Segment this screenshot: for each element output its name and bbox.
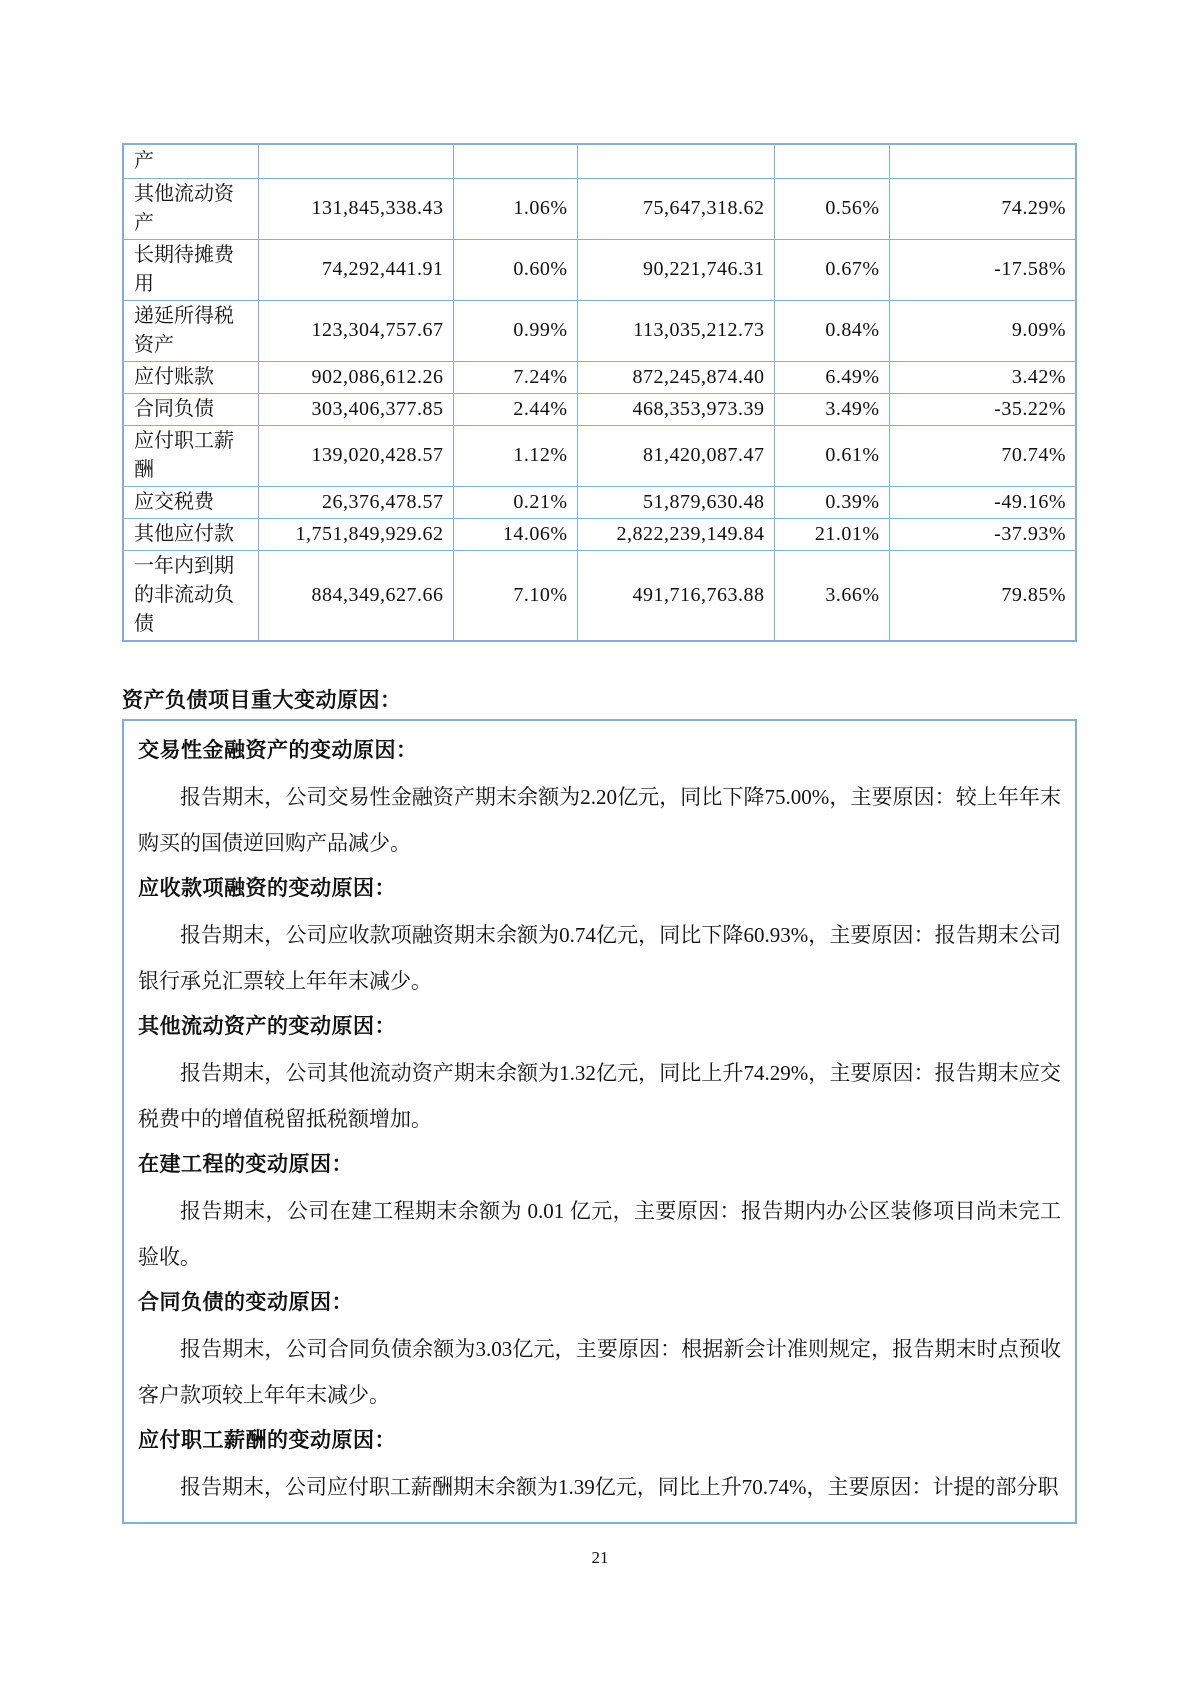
- table-cell-change: [889, 144, 1076, 178]
- table-row: [123, 178, 1076, 239]
- table-cell-amount_current: 74,292,441.91: [258, 239, 453, 300]
- reason-body: 报告期末，公司应收款项融资期末余额为0.74亿元，同比下降60.93%，主要原因：报告期末公司银行承兑汇票较上年年末减少。: [138, 923, 1061, 993]
- table-row: [123, 144, 1076, 178]
- table-cell-item: 合同负债: [123, 393, 258, 425]
- table-cell-amount_prior: 872,245,874.40: [577, 361, 774, 393]
- table-row: [123, 300, 1076, 361]
- table-cell-item: 产: [123, 144, 258, 178]
- table-cell-amount_prior: 81,420,087.47: [577, 425, 774, 486]
- reason-body: 报告期末，公司其他流动资产期末余额为1.32亿元，同比上升74.29%，主要原因：报告期末应交税费中的增值税留抵税额增加。: [138, 1061, 1061, 1131]
- section-heading-major-changes: 资产负债项目重大变动原因：: [122, 689, 402, 712]
- table-cell-pct_current: 0.60%: [453, 239, 577, 300]
- table-cell-amount_current: 884,349,627.66: [258, 550, 453, 641]
- table-cell-item: 应付账款: [123, 361, 258, 393]
- table-row: [123, 239, 1076, 300]
- table-row: [123, 486, 1076, 518]
- table-cell-change: 70.74%: [889, 425, 1076, 486]
- table-cell-amount_current: 1,751,849,929.62: [258, 518, 453, 550]
- table-cell-item: 一年内到期的非流动负债: [123, 550, 258, 641]
- table-cell-pct_prior: 3.66%: [774, 550, 889, 641]
- table-cell-amount_prior: 90,221,746.31: [577, 239, 774, 300]
- table-cell-amount_current: 139,020,428.57: [258, 425, 453, 486]
- reason-body: 报告期末，公司交易性金融资产期末余额为2.20亿元，同比下降75.00%，主要原因：较上年年末购买的国债逆回购产品减少。: [138, 785, 1061, 855]
- table-cell-item: 其他应付款: [123, 518, 258, 550]
- table-cell-amount_prior: [577, 144, 774, 178]
- reason-title: 应付职工薪酬的变动原因：: [138, 1429, 396, 1452]
- table-row: [123, 425, 1076, 486]
- balance-table-body: [123, 144, 1076, 641]
- page-number: 21: [591, 1548, 609, 1567]
- table-cell-change: 3.42%: [889, 361, 1076, 393]
- table-cell-item: 递延所得税资产: [123, 300, 258, 361]
- reason-title: 交易性金融资产的变动原因：: [138, 739, 418, 762]
- table-cell-amount_prior: 113,035,212.73: [577, 300, 774, 361]
- reason-body: 报告期末，公司合同负债余额为3.03亿元，主要原因：根据新会计准则规定，报告期末时点预收客户款项较上年年末减少。: [138, 1337, 1061, 1407]
- table-cell-pct_current: 1.12%: [453, 425, 577, 486]
- table-cell-pct_prior: [774, 144, 889, 178]
- balance-sheet-items-table: [122, 143, 1077, 642]
- table-cell-pct_current: 0.99%: [453, 300, 577, 361]
- table-cell-amount_current: 123,304,757.67: [258, 300, 453, 361]
- table-cell-change: -37.93%: [889, 518, 1076, 550]
- table-cell-amount_current: 902,086,612.26: [258, 361, 453, 393]
- table-cell-item: 应交税费: [123, 486, 258, 518]
- table-cell-pct_current: [453, 144, 577, 178]
- table-cell-change: 79.85%: [889, 550, 1076, 641]
- table-cell-change: -49.16%: [889, 486, 1076, 518]
- table-cell-pct_prior: 6.49%: [774, 361, 889, 393]
- table-cell-amount_prior: 2,822,239,149.84: [577, 518, 774, 550]
- table-cell-change: -17.58%: [889, 239, 1076, 300]
- table-cell-amount_current: 303,406,377.85: [258, 393, 453, 425]
- table-cell-amount_current: 131,845,338.43: [258, 178, 453, 239]
- table-cell-pct_prior: 0.61%: [774, 425, 889, 486]
- table-cell-amount_prior: 51,879,630.48: [577, 486, 774, 518]
- table-cell-item: 其他流动资产: [123, 178, 258, 239]
- table-cell-pct_prior: 0.56%: [774, 178, 889, 239]
- table-cell-pct_prior: 0.39%: [774, 486, 889, 518]
- reason-title: 合同负债的变动原因：: [138, 1291, 353, 1314]
- table-cell-pct_current: 2.44%: [453, 393, 577, 425]
- table-cell-change: -35.22%: [889, 393, 1076, 425]
- reason-title: 应收款项融资的变动原因：: [138, 877, 396, 900]
- reason-title: 其他流动资产的变动原因：: [138, 1015, 396, 1038]
- table-cell-amount_prior: 468,353,973.39: [577, 393, 774, 425]
- table-cell-amount_current: 26,376,478.57: [258, 486, 453, 518]
- reasons-box: [122, 719, 1077, 1524]
- table-cell-pct_current: 14.06%: [453, 518, 577, 550]
- table-cell-amount_prior: 75,647,318.62: [577, 178, 774, 239]
- table-cell-amount_current: [258, 144, 453, 178]
- table-cell-pct_current: 7.10%: [453, 550, 577, 641]
- reason-body: 报告期末，公司应付职工薪酬期末余额为1.39亿元，同比上升70.74%，主要原因：计提的部分职: [180, 1475, 1059, 1499]
- table-cell-item: 长期待摊费用: [123, 239, 258, 300]
- table-cell-pct_current: 1.06%: [453, 178, 577, 239]
- table-cell-pct_current: 7.24%: [453, 361, 577, 393]
- table-cell-change: 9.09%: [889, 300, 1076, 361]
- table-cell-item: 应付职工薪酬: [123, 425, 258, 486]
- table-cell-pct_prior: 0.67%: [774, 239, 889, 300]
- table-row: [123, 361, 1076, 393]
- table-cell-change: 74.29%: [889, 178, 1076, 239]
- table-cell-pct_prior: 21.01%: [774, 518, 889, 550]
- table-cell-pct_prior: 3.49%: [774, 393, 889, 425]
- reason-body: 报告期末，公司在建工程期末余额为 0.01 亿元，主要原因：报告期内办公区装修项目尚未完工验收。: [138, 1199, 1061, 1269]
- table-cell-pct_current: 0.21%: [453, 486, 577, 518]
- table-row: [123, 518, 1076, 550]
- table-cell-amount_prior: 491,716,763.88: [577, 550, 774, 641]
- table-cell-pct_prior: 0.84%: [774, 300, 889, 361]
- table-row: [123, 393, 1076, 425]
- table-row: [123, 550, 1076, 641]
- reason-title: 在建工程的变动原因：: [138, 1153, 353, 1176]
